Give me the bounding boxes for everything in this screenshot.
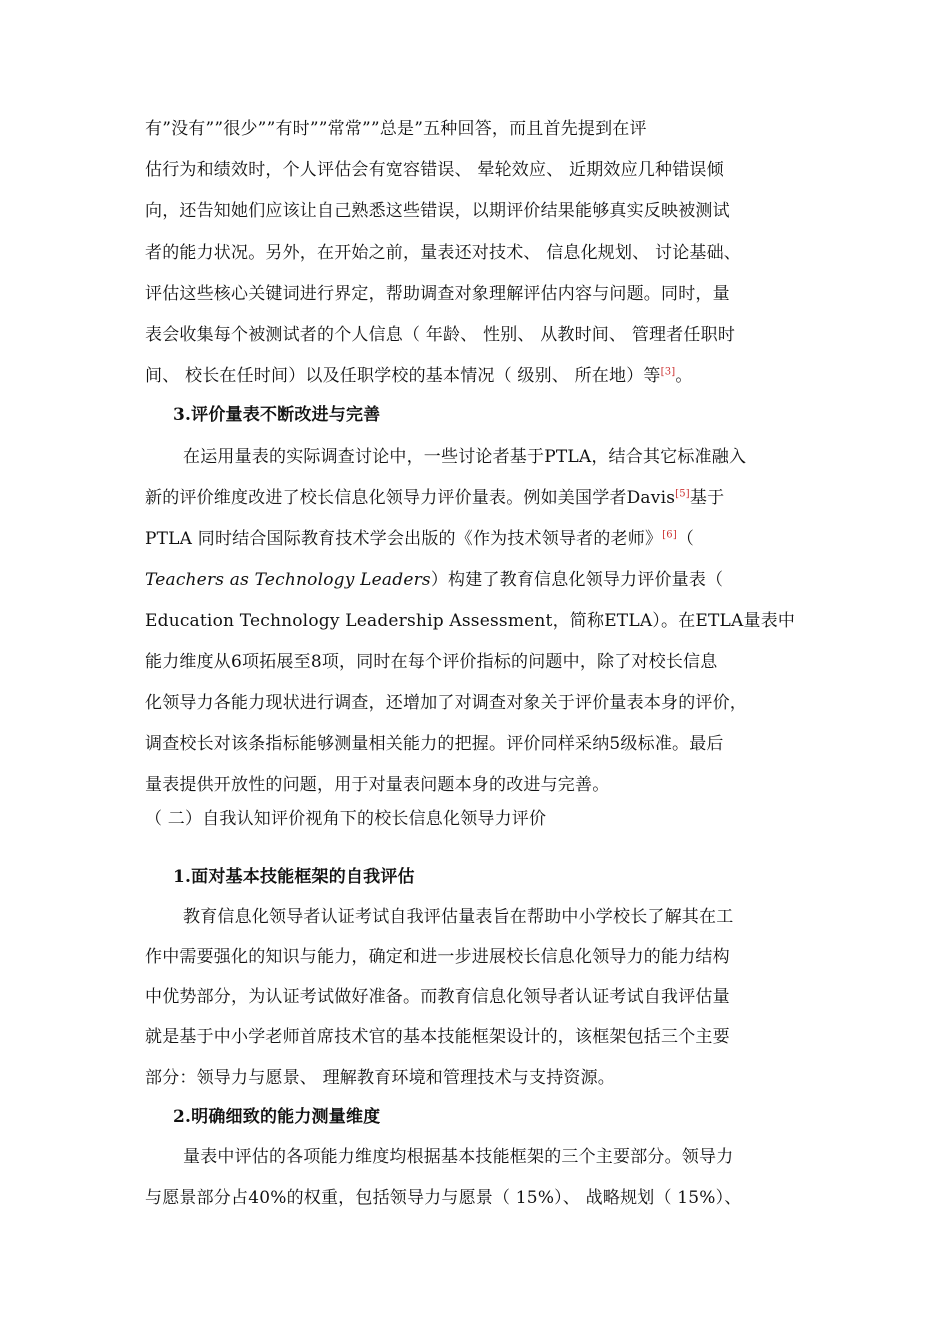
text-line bbox=[145, 528, 815, 550]
section-heading: 3.评价量表不断改进与完善 bbox=[173, 405, 381, 425]
text-line: 量表提供开放性的问题，用于对量表问题本身的改进与完善。 bbox=[145, 775, 610, 795]
text-line: 部分：领导力与愿景、 理解教育环境和管理技术与支持资源。 bbox=[145, 1068, 616, 1088]
text-line: 就是基于中小学老师首席技术官的基本技能框架设计的，该框架包括三个主要 bbox=[145, 1027, 730, 1047]
text-line: 评估这些核心关键词进行界定，帮助调查对象理解评估内容与问题。同时，量 bbox=[145, 284, 730, 304]
section-heading: 1.面对基本技能框架的自我评估 bbox=[173, 867, 415, 887]
citation-ref[interactable]: [6] bbox=[662, 529, 677, 541]
text-span: 基于 bbox=[689, 488, 725, 508]
text-span: ）构建了教育信息化领导力评价量表（ bbox=[430, 570, 724, 590]
text-line: 作中需要强化的知识与能力，确定和进一步进展校长信息化领导力的能力结构 bbox=[145, 947, 730, 967]
text-line: 与愿景部分占40%的权重，包括领导力与愿景（ 15%）、 战略规划（ 15%）、 bbox=[145, 1188, 742, 1208]
text-span: 间、 校长在任时间）以及任职学校的基本情况（ 级别、 所在地）等 bbox=[145, 366, 661, 386]
text-line: 向，还告知她们应该让自己熟悉这些错误，以期评价结果能够真实反映被测试 bbox=[145, 201, 730, 221]
text-line: 有”没有””很少””有时””常常””总是”五种回答，而且首先提到在评 bbox=[145, 119, 647, 139]
text-line: 在运用量表的实际调查讨论中，一些讨论者基于PTLA，结合其它标准融入 bbox=[183, 447, 747, 467]
text-span: PTLA 同时结合国际教育技术学会出版的《作为技术领导者的老师》 bbox=[145, 529, 663, 549]
text-line: 教育信息化领导者认证考试自我评估量表旨在帮助中小学校长了解其在工 bbox=[183, 907, 734, 927]
text-line: 表会收集每个被测试者的个人信息（ 年龄、 性别、 从教时间、 管理者任职时 bbox=[145, 325, 736, 345]
text-line: 估行为和绩效时，个人评估会有宽容错误、 晕轮效应、 近期效应几种错误倾 bbox=[145, 160, 724, 180]
text-line: 中优势部分，为认证考试做好准备。而教育信息化领导者认证考试自我评估量 bbox=[145, 987, 730, 1007]
text-line bbox=[145, 487, 815, 509]
text-line: Education Technology Leadership Assessment，简称ETLA）。在ETLA量表中 bbox=[145, 611, 796, 631]
text-line bbox=[145, 365, 815, 387]
text-line bbox=[145, 569, 815, 591]
text-line: 者的能力状况。另外，在开始之前，量表还对技术、 信息化规划、 讨论基础、 bbox=[145, 243, 742, 263]
text-line: 量表中评估的各项能力维度均根据基本技能框架的三个主要部分。领导力 bbox=[183, 1147, 734, 1167]
text-line: 能力维度从6项拓展至8项，同时在每个评价指标的问题中，除了对校长信息 bbox=[145, 652, 718, 672]
text-span: （ bbox=[676, 529, 695, 549]
text-span: 。 bbox=[675, 366, 693, 386]
subsection-heading: （ 二）自我认知评价视角下的校长信息化领导力评价 bbox=[145, 809, 547, 829]
book-title: Teachers as Technology Leaders bbox=[145, 570, 431, 590]
text-line: 化领导力各能力现状进行调查，还增加了对调查对象关于评价量表本身的评价， bbox=[145, 693, 747, 713]
text-line: 调查校长对该条指标能够测量相关能力的把握。评价同样采纳5级标准。最后 bbox=[145, 734, 724, 754]
section-heading: 2.明确细致的能力测量维度 bbox=[173, 1107, 381, 1127]
citation-ref[interactable]: [5] bbox=[675, 488, 690, 500]
text-span: 新的评价维度改进了校长信息化领导力评价量表。例如美国学者Davis bbox=[145, 488, 676, 508]
citation-ref[interactable]: [3] bbox=[660, 366, 676, 378]
